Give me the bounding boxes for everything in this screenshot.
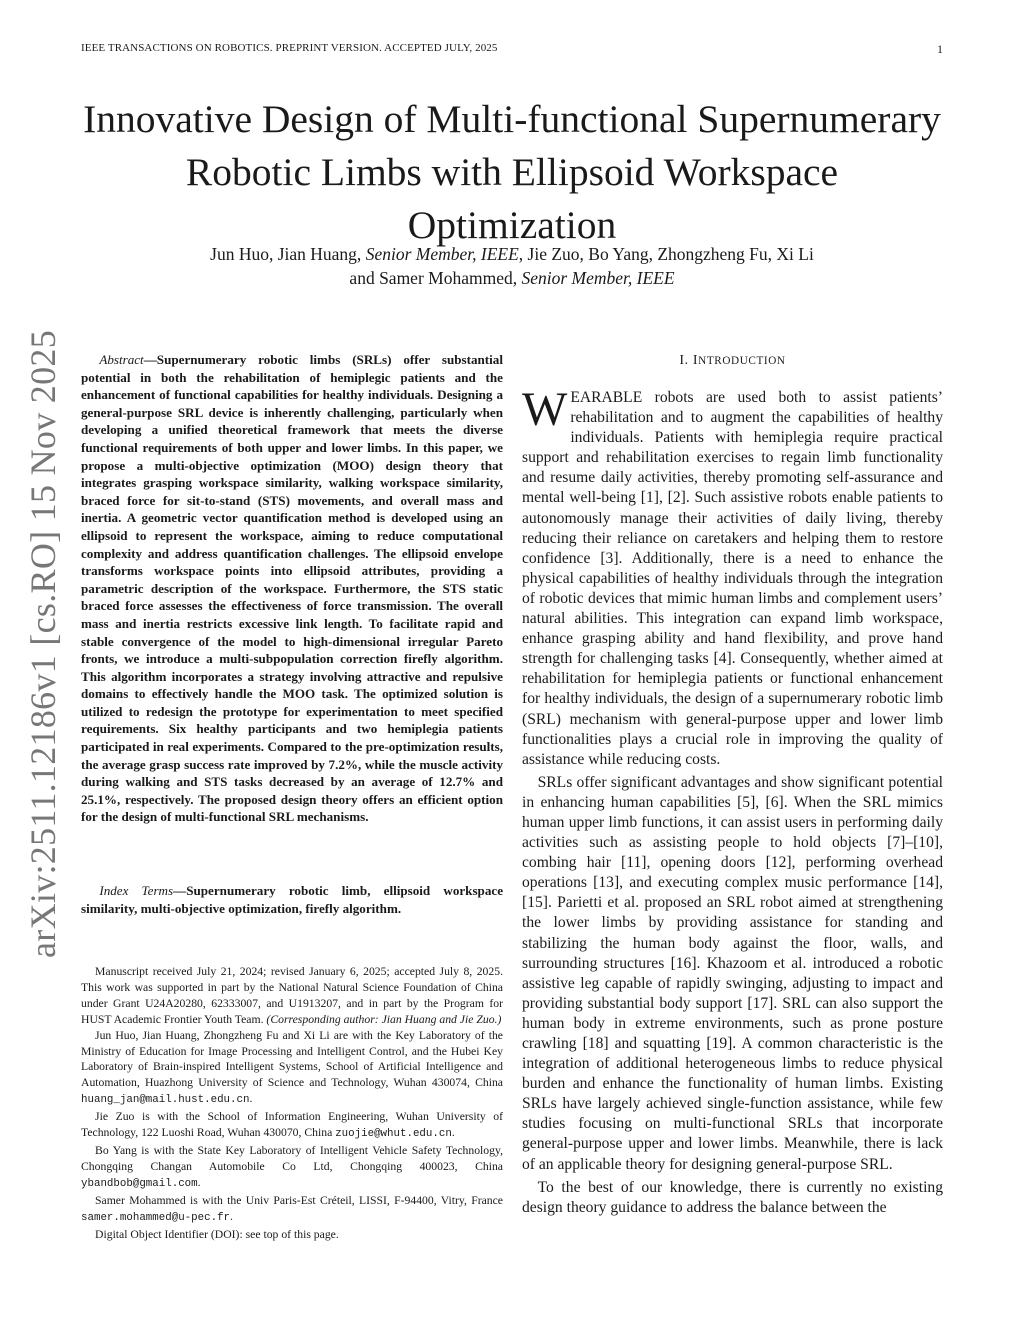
abstract-label: Abstract (99, 352, 144, 367)
paragraph-text: robots are used both to assist patients’ rehabilitation and to augment the capabilities of healthy individuals. Patients with hemiplegia require practical support and rehabilitation exercises to regain limb functionality and resume daily activities, thereby promoting self-assurance and mental well-being [1], [2]. Such assistive robots enable patients to autonomously manage their activities of daily living, thereby reducing their reliance on caretakers and helping them to restore confidence [3]. Additionally, there is a need to enhance the physical capabilities of healthy individuals through the integration of robotic devices that mimic human limbs and complement users’ natural abilities. This integration can expand limb workspace, enhance grasping ability and hand flexibility, and prove hand strength for challenging tasks [4]. Consequently, whether aimed at rehabilitation for hemiplegia patients or functional enhancement for healthy individuals, the design of a supernumerary robotic limb (SRL) mechanism with general-purpose upper and lower limb functionalities plays a crucial role in improving the quality of assistance while reducing costs. (522, 389, 943, 768)
intro-paragraph-1 (522, 383, 943, 770)
running-header: IEEE TRANSACTIONS ON ROBOTICS. PREPRINT VERSION. ACCEPTED JULY, 2025 (81, 42, 498, 54)
section-title-initial: I (692, 353, 699, 368)
drop-cap: W (522, 383, 568, 436)
arxiv-identifier: arXiv:2511.12186v1 [cs.RO] 15 Nov 2025 (23, 329, 63, 958)
footnote-doi: Digital Object Identifier (DOI): see top of this page. (95, 1227, 339, 1241)
email-link[interactable]: huang_jan@mail.hust.edu.cn (81, 1094, 250, 1107)
index-terms-label: Index Terms (99, 883, 174, 898)
intro-paragraph-2: SRLs offer significant advantages and show significant potential in enhancing human capabilities [5], [6]. When the SRL mimics human upper limb functions, it can assist users in performing daily activities such as assisting people to hold objects [7]–[10], combing hair [11], opening doors [12], performing overhead operations [13], and executing complex music performance [14], [15]. Parietti et al. proposed an SRL robot aimed at strengthening the lower limbs by providing assistance for standing and stabilizing the human body against the floor, walls, and surrounding structures [16]. Khazoom et al. introduced a robotic assistive leg capable of rapidly swinging, adjusting to impact and providing substantial body support [17]. SRL can also support the human body in extreme environments, such as prone posture crawling [18] and squatting [19]. A common characteristic is the integration of additional heterogeneous limbs to reduce physical burden and enhance the functionality of human limbs. Existing SRLs have largely achieved single-function assistance, while few studies focusing on multi-functional SRLs that incorporate general-purpose upper and lower limbs. Meanwhile, there is lack of an applicable theory for designing general-purpose SRL. (522, 773, 943, 1173)
footnote-affiliation-3: Bo Yang is with the State Key Laboratory of Intelligent Vehicle Safety Technology, Chongqing Changan Automobile Co Ltd, Chongqing 400023, China ybandbob@gmail.com. (81, 1143, 503, 1190)
footnotes (81, 964, 503, 1242)
author-membership-1: Senior Member, IEEE (365, 244, 519, 264)
manuscript-dates: Manuscript received July 21, 2024; revised January 6, 2025; accepted July 8, 2025. This work was supported in part by the National Natural Science Foundation of China under Grant U24A20280, 62333007, and U1913207, and in part by the Program for HUST Academic Frontier Youth Team. (81, 965, 503, 1026)
footnote-affiliation-4: Samer Mohammed is with the Univ Paris-Est Créteil, LISSI, F-94400, Vitry, France samer.mohammed@u-pec.fr. (81, 1193, 503, 1224)
affiliation-text: Jie Zuo is with the School of Information Engineering, Wuhan University of Technology, 122 Luoshi Road, Wuhan 430070, China (81, 1110, 503, 1140)
affiliation-text: Samer Mohammed is with the Univ Paris-Est Créteil, LISSI, F-94400, Vitry, France (95, 1193, 503, 1207)
page-number: 1 (937, 42, 943, 56)
abstract-text: —Supernumerary robotic limbs (SRLs) offer substantial potential in both the rehabilitation of hemiplegic patients and the enhancement of functional capabilities for healthy individuals. Designing a general-purpose SRL device is inherently challenging, particularly when developing a unified theoretical framework that meets the diverse functional requirements of both upper and lower limbs. In this paper, we propose a multi-objective optimization (MOO) design theory that integrates grasping workspace similarity, walking workspace similarity, braced force for sit-to-stand (STS) movements, and overall mass and inertia. A geometric vector quantification method is developed using an ellipsoid to represent the workspace, aiming to reduce computational complexity and address quantification challenges. The ellipsoid envelope transforms workspace points into ellipsoid attributes, providing a parametric description of the workspace. Furthermore, the STS static braced force assesses the effectiveness of force transmission. The overall mass and inertia restricts excessive link length. To facilitate rapid and stable convergence of the model to high-dimensional irregular Pareto fronts, we introduce a multi-subpopulation correction firefly algorithm. This algorithm incorporates a strategy involving attractive and repulsive domains to effectively handle the MOO task. The optimized solution is utilized to redesign the prototype for experimentation to meet specified requirements. Six healthy participants and two hemiplegia patients participated in real experiments. Compared to the pre-optimization results, the average grasp success rate improved by 7.2%, while the muscle activity during walking and STS tasks decreased by an average of 12.7% and 25.1%, respectively. The proposed design theory offers an efficient option for the design of multi-functional SRL mechanisms. (81, 352, 503, 825)
corresponding-author: (Corresponding author: Jian Huang and Jie Zuo.) (266, 1012, 502, 1026)
affiliation-text: Bo Yang is with the State Key Laboratory of Intelligent Vehicle Safety Technology, Chongqing Changan Automobile Co Ltd, Chongqing 400023, China (81, 1143, 503, 1173)
footnote-affiliation-1: Jun Huo, Jian Huang, Zhongzheng Fu and Xi Li are with the Key Laboratory of the Ministry of Education for Image Processing and Intelligent Control, and the Hubei Key Laboratory of Brain-inspired Intelligent Systems, School of Artificial Intelligence and Automation, Huazhong University of Science and Technology, Wuhan 430074, China huang_jan@mail.hust.edu.cn. (81, 1028, 503, 1107)
footnote-manuscript (81, 964, 503, 1028)
email-link[interactable]: zuojie@whut.edu.cn (335, 1128, 452, 1141)
author-names-1: Jun Huo, Jian Huang, (210, 244, 362, 264)
affiliation-text: Jun Huo, Jian Huang, Zhongzheng Fu and Xi Li are with the Key Laboratory of the Ministry of Education for Image Processing and Intelligent Control, and the Hubei Key Laboratory of Brain-inspired Intelligent Systems, School of Artificial Intelligence and Automation, Huazhong University of Science and Technology, Wuhan 430074, China (81, 1028, 503, 1090)
footnote-affiliation-2: Jie Zuo is with the School of Information Engineering, Wuhan University of Technology, 122 Luoshi Road, Wuhan 430070, China zuojie@whut.edu.cn. (81, 1110, 503, 1141)
index-terms-text: —Supernumerary robotic limb, ellipsoid workspace similarity, multi-objective optimization, firefly algorithm. (81, 883, 504, 916)
introduction-body (522, 383, 943, 1218)
intro-paragraph-3: To the best of our knowledge, there is currently no existing design theory guidance to address the balance between the (522, 1178, 943, 1216)
author-membership-2: Senior Member, IEEE (521, 268, 675, 288)
paper-title: Innovative Design of Multi-functional Supernumerary Robotic Limbs with Ellipsoid Workspace Optimization (83, 97, 941, 247)
abstract (81, 351, 503, 826)
author-names-2: , Jie Zuo, Bo Yang, Zhongzheng Fu, Xi Li (518, 244, 814, 264)
section-title-rest: NTRODUCTION (698, 355, 786, 367)
author-list (80, 242, 944, 290)
email-link[interactable]: samer.mohammed@u-pec.fr (81, 1211, 231, 1224)
author-names-3: and Samer Mohammed, (349, 268, 518, 288)
section-heading-introduction (522, 353, 943, 369)
email-link[interactable]: ybandbob@gmail.com (81, 1177, 198, 1190)
section-numeral: I. (679, 353, 689, 368)
index-terms (81, 882, 503, 917)
intro-first-word: EARABLE (570, 389, 643, 406)
